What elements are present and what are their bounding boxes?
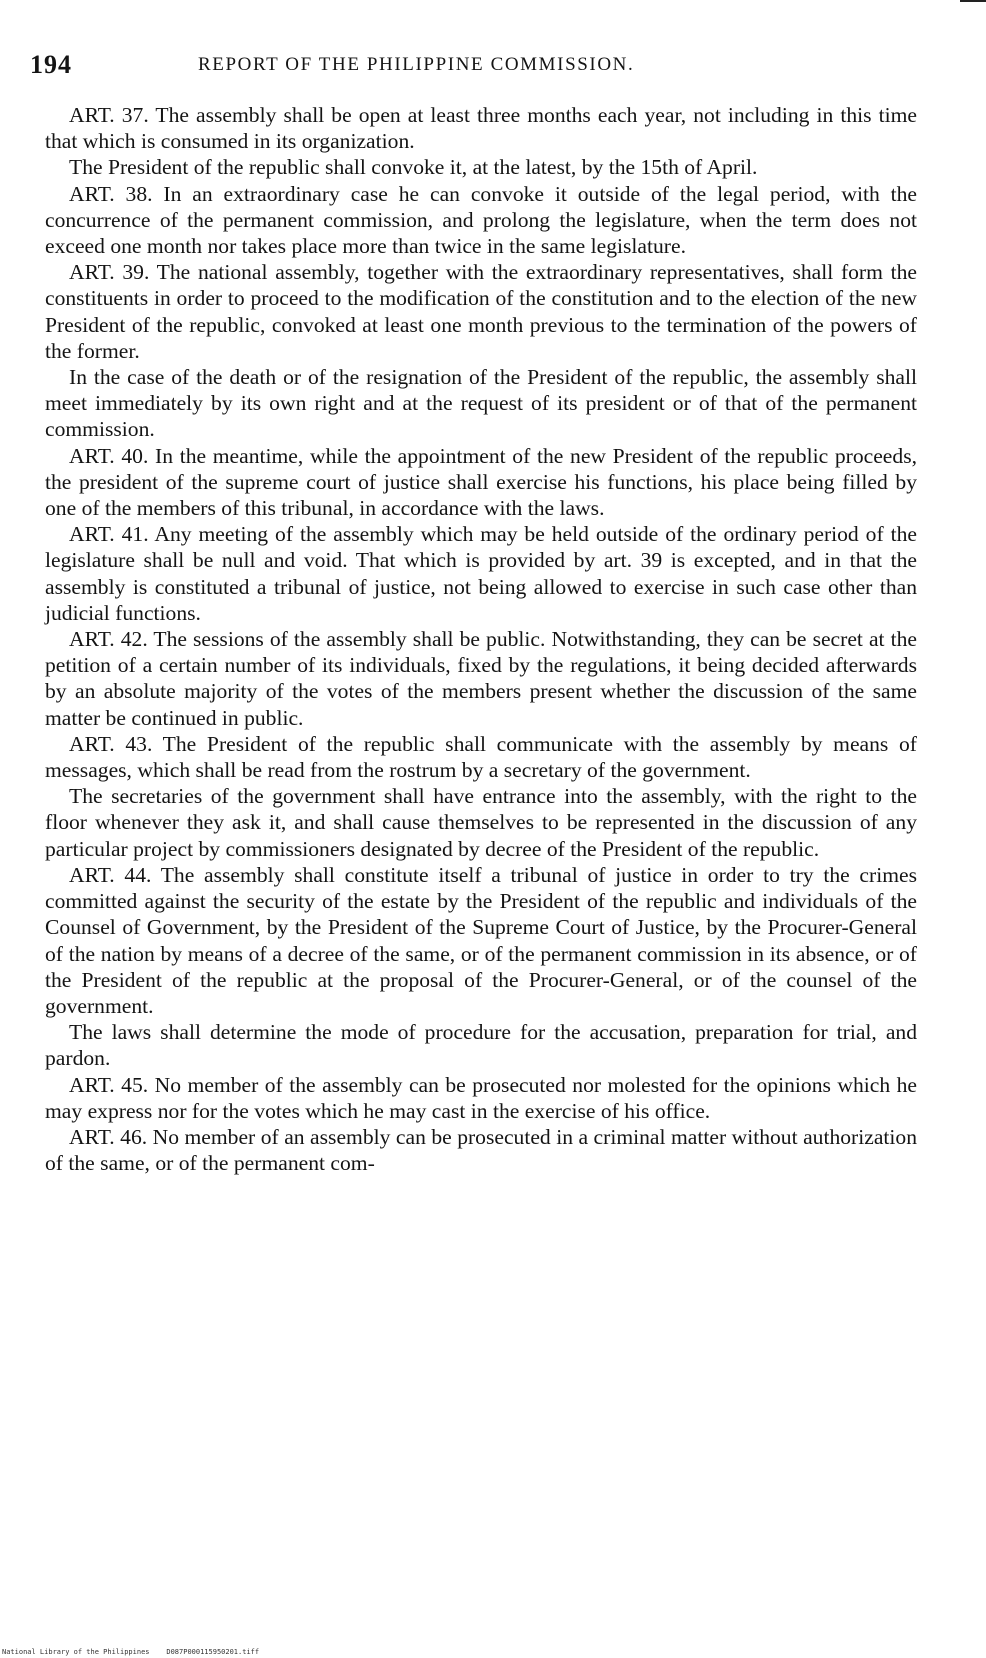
article-heading: ART. 39. bbox=[69, 260, 150, 285]
paragraph-art-43 bbox=[45, 731, 917, 783]
paragraph-art-45 bbox=[45, 1072, 917, 1124]
paragraph-text: The sessions of the assembly shall be public. Notwithstanding, they can be secret at the petition of a certain number of its individuals, fixed by the regulations, it being decided afterwards by an absolute majority of the votes of the members present whether the discussion of the same matter be continued in public. bbox=[45, 627, 917, 730]
paragraph-art-37 bbox=[45, 102, 917, 154]
paragraph-art-39-cont bbox=[45, 364, 917, 443]
paragraph-text: Any meeting of the assembly which may be held outside of the ordinary period of the legislature shall be null and void. That which is provided by art. 39 is excepted, and in that the assembly is constituted a tribunal of justice, not being allowed to exercise in such case other than judicial functions. bbox=[45, 522, 917, 625]
article-heading: ART. 43. bbox=[69, 731, 153, 756]
paragraph-art-43-cont bbox=[45, 783, 917, 862]
paragraph-text: The President of the republic shall communicate with the assembly by means of messages, which shall be read from the rostrum by a secretary of the government. bbox=[45, 731, 917, 783]
paragraph-art-46 bbox=[45, 1124, 917, 1176]
paragraph-text: In an extraordinary case he can convoke it outside of the legal period, with the concurrence of the permanent commission, and prolong the legislature, when the term does not exceed one month nor takes place more than twice in the same legislature. bbox=[45, 181, 918, 259]
scan-footer bbox=[2, 1648, 259, 1656]
paragraph-text: The laws shall determine the mode of procedure for the accusation, preparation for trial, and pardon. bbox=[45, 1020, 917, 1071]
article-heading: ART. 40. bbox=[69, 443, 149, 468]
paragraph-art-41 bbox=[45, 521, 917, 626]
paragraph-art-38 bbox=[45, 181, 917, 260]
article-heading: ART. 46. bbox=[69, 1124, 148, 1149]
paragraph-text: The assembly shall constitute itself a tribunal of justice in order to try the crimes committed against the security of the estate by the President of the republic and individuals of the Counsel of Government, by the President of the Supreme Court of Justice, by the Procurer-General of the nation by means of a decree of the same, or of the permanent commission in its absence, or of the President of the republic at the proposal of the Procurer-General, or of the counsel of the government. bbox=[45, 862, 917, 1018]
paragraph-text: The national assembly, together with the extraordinary representatives, shall form the constituents in order to proceed to the modification of the constitution and to the election of the new President of the republic, convoked at least one month previous to the termination of the powers of the former. bbox=[45, 260, 917, 363]
article-heading: ART. 38. bbox=[69, 181, 153, 206]
paragraph-text: In the meantime, while the appointment of the new President of the republic proceeds, the president of the supreme court of justice shall exercise his functions, his place being filled by one of the members of this tribunal, in accordance with the laws. bbox=[45, 443, 917, 521]
paragraph-text: The assembly shall be open at least three months each year, not including in this time that which is consumed in its organization. bbox=[45, 103, 917, 154]
article-heading: ART. 44. bbox=[69, 862, 152, 887]
paragraph-art-37-cont bbox=[45, 154, 917, 180]
paragraph-text: The secretaries of the government shall have entrance into the assembly, with the right to the floor whenever they ask it, and shall cause themselves to be represented in the discussion of any particular project by commissioners designated by decree of the President of the republic. bbox=[45, 784, 917, 861]
paragraph-text: In the case of the death or of the resignation of the President of the republic, the assembly shall meet immediately by its own right and at the request of its president or of that of the permanent commission. bbox=[45, 365, 917, 442]
paragraph-text: No member of the assembly can be prosecuted nor molested for the opinions which he may express nor for the votes which he may cast in the exercise of his office. bbox=[45, 1072, 918, 1123]
article-heading: ART. 45. bbox=[69, 1072, 149, 1097]
paragraph-art-40 bbox=[45, 443, 917, 522]
paragraph-art-44 bbox=[45, 862, 917, 1019]
article-heading: ART. 41. bbox=[69, 522, 149, 547]
page-number: 194 bbox=[30, 50, 72, 79]
paragraph-text: The President of the republic shall convoke it, at the latest, by the 15th of April. bbox=[69, 155, 758, 180]
article-heading: ART. 37. bbox=[69, 103, 149, 127]
page-header bbox=[30, 50, 910, 84]
article-heading: ART. 42. bbox=[69, 627, 148, 652]
footer-source: National Library of the Philippines bbox=[2, 1648, 150, 1656]
running-title: REPORT OF THE PHILIPPINE COMMISSION. bbox=[198, 54, 635, 75]
paragraph-art-42 bbox=[45, 626, 917, 731]
scan-edge-mark bbox=[960, 0, 986, 2]
paragraph-art-44-cont bbox=[45, 1019, 917, 1071]
paragraph-art-39 bbox=[45, 259, 917, 364]
footer-file: D087P000115950201.tiff bbox=[166, 1648, 260, 1656]
paragraph-text: No member of an assembly can be prosecuted in a criminal matter without authorization of the same, or of the permanent com- bbox=[45, 1124, 917, 1176]
page-body bbox=[45, 102, 917, 1176]
